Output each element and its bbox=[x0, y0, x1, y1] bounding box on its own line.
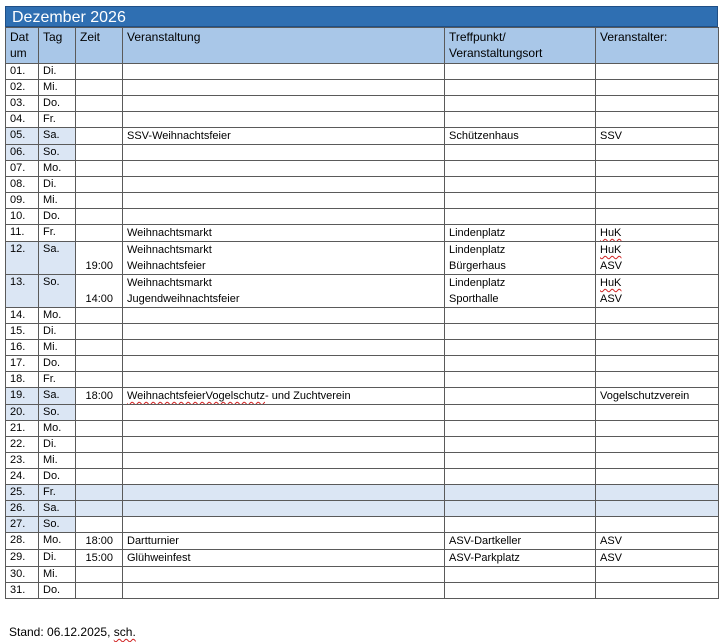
time-cell bbox=[76, 583, 123, 599]
time-cell bbox=[76, 501, 123, 517]
time-cell bbox=[76, 193, 123, 209]
date-cell: 10. bbox=[6, 209, 39, 225]
table-row bbox=[6, 501, 719, 517]
place-cell bbox=[445, 437, 596, 453]
organizer-cell bbox=[596, 583, 719, 599]
event-cell bbox=[123, 388, 445, 405]
date-cell: 25. bbox=[6, 485, 39, 501]
event-line: Jugendweihnachtsfeier bbox=[127, 293, 240, 305]
day-cell: Do. bbox=[39, 96, 76, 112]
date-cell: 15. bbox=[6, 324, 39, 340]
event-cell bbox=[123, 405, 445, 421]
organizer-cell bbox=[596, 145, 719, 161]
date-cell: 20. bbox=[6, 405, 39, 421]
place-cell bbox=[445, 340, 596, 356]
event-cell bbox=[123, 177, 445, 193]
time-cell bbox=[76, 550, 123, 567]
table-row bbox=[6, 550, 719, 567]
place-line: Bürgerhaus bbox=[449, 260, 506, 272]
footer-status bbox=[9, 624, 136, 640]
event-cell bbox=[123, 583, 445, 599]
event-line: WeihnachtsfeierVogelschutz- und Zuchtverein bbox=[127, 390, 351, 402]
organizer-line: HuK bbox=[600, 277, 622, 289]
date-cell: 06. bbox=[6, 145, 39, 161]
table-row bbox=[6, 533, 719, 550]
place-cell bbox=[445, 533, 596, 550]
place-cell bbox=[445, 388, 596, 405]
place-line bbox=[449, 388, 591, 404]
table-row bbox=[6, 437, 719, 453]
organizer-cell bbox=[596, 96, 719, 112]
place-cell bbox=[445, 485, 596, 501]
table-row bbox=[6, 421, 719, 437]
header-datum: Dat um bbox=[6, 28, 39, 64]
time-cell bbox=[76, 453, 123, 469]
time-cell bbox=[76, 437, 123, 453]
event-line: Weihnachtsfeier bbox=[127, 260, 206, 272]
organizer-line: ASV bbox=[600, 552, 623, 564]
date-cell: 28. bbox=[6, 533, 39, 550]
event-cell bbox=[123, 145, 445, 161]
event-cell bbox=[123, 161, 445, 177]
organizer-cell bbox=[596, 567, 719, 583]
date-cell: 03. bbox=[6, 96, 39, 112]
day-cell: Fr. bbox=[39, 112, 76, 128]
time-cell bbox=[76, 421, 123, 437]
table-row bbox=[6, 485, 719, 501]
date-cell: 05. bbox=[6, 128, 39, 145]
date-cell: 11. bbox=[6, 225, 39, 242]
time-line: 19:00 bbox=[85, 260, 113, 272]
time-cell bbox=[76, 533, 123, 550]
table-row bbox=[6, 96, 719, 112]
event-line: Weihnachtsmarkt bbox=[127, 227, 212, 239]
table-row bbox=[6, 161, 719, 177]
place-line: Sporthalle bbox=[449, 293, 499, 305]
organizer-cell bbox=[596, 242, 719, 275]
time-cell bbox=[76, 209, 123, 225]
day-cell: So. bbox=[39, 145, 76, 161]
event-cell bbox=[123, 80, 445, 96]
organizer-cell bbox=[596, 485, 719, 501]
date-cell: 01. bbox=[6, 64, 39, 80]
date-cell: 19. bbox=[6, 388, 39, 405]
time-line bbox=[80, 275, 118, 291]
organizer-line: Vogelschutzverein bbox=[600, 390, 690, 402]
date-cell: 08. bbox=[6, 177, 39, 193]
time-line: 18:00 bbox=[85, 390, 113, 402]
time-line: 18:00 bbox=[85, 535, 113, 547]
header-tag: Tag bbox=[39, 28, 76, 64]
day-cell: Mi. bbox=[39, 453, 76, 469]
day-cell: Di. bbox=[39, 64, 76, 80]
date-cell: 26. bbox=[6, 501, 39, 517]
day-cell: So. bbox=[39, 517, 76, 533]
table-row bbox=[6, 372, 719, 388]
place-cell bbox=[445, 80, 596, 96]
event-cell bbox=[123, 242, 445, 275]
organizer-cell bbox=[596, 340, 719, 356]
day-cell: Di. bbox=[39, 437, 76, 453]
place-line: Lindenplatz bbox=[449, 277, 506, 289]
day-cell: Di. bbox=[39, 550, 76, 567]
time-cell bbox=[76, 405, 123, 421]
place-cell bbox=[445, 405, 596, 421]
day-cell: Mo. bbox=[39, 533, 76, 550]
place-cell bbox=[445, 324, 596, 340]
event-cell bbox=[123, 501, 445, 517]
place-cell bbox=[445, 177, 596, 193]
organizer-cell bbox=[596, 324, 719, 340]
organizer-cell bbox=[596, 533, 719, 550]
place-cell bbox=[445, 501, 596, 517]
event-cell bbox=[123, 128, 445, 145]
organizer-cell bbox=[596, 193, 719, 209]
event-cell bbox=[123, 485, 445, 501]
day-cell: Mi. bbox=[39, 193, 76, 209]
events-table bbox=[5, 27, 719, 599]
time-cell bbox=[76, 177, 123, 193]
table-row bbox=[6, 177, 719, 193]
place-cell bbox=[445, 145, 596, 161]
day-cell: Mi. bbox=[39, 80, 76, 96]
organizer-cell bbox=[596, 388, 719, 405]
event-cell bbox=[123, 469, 445, 485]
day-cell: So. bbox=[39, 275, 76, 308]
day-cell: Mo. bbox=[39, 161, 76, 177]
time-cell bbox=[76, 145, 123, 161]
time-cell bbox=[76, 161, 123, 177]
event-cell bbox=[123, 437, 445, 453]
date-cell: 30. bbox=[6, 567, 39, 583]
time-cell bbox=[76, 80, 123, 96]
event-cell bbox=[123, 533, 445, 550]
time-cell bbox=[76, 469, 123, 485]
event-cell bbox=[123, 421, 445, 437]
organizer-line: SSV bbox=[600, 130, 623, 142]
day-cell: Mi. bbox=[39, 340, 76, 356]
place-cell bbox=[445, 275, 596, 308]
time-line bbox=[80, 242, 118, 258]
table-row bbox=[6, 453, 719, 469]
time-line bbox=[80, 225, 118, 241]
organizer-cell bbox=[596, 501, 719, 517]
calendar-title: Dezember 2026 bbox=[5, 6, 718, 27]
place-line: ASV-Dartkeller bbox=[449, 535, 522, 547]
place-cell bbox=[445, 209, 596, 225]
footer-author: sch. bbox=[113, 625, 136, 639]
place-cell bbox=[445, 517, 596, 533]
event-cell bbox=[123, 517, 445, 533]
table-row bbox=[6, 80, 719, 96]
header-veranstalter: Veranstalter: bbox=[596, 28, 719, 64]
time-line: 14:00 bbox=[85, 293, 113, 305]
event-cell bbox=[123, 453, 445, 469]
organizer-cell bbox=[596, 437, 719, 453]
time-cell bbox=[76, 388, 123, 405]
day-cell: Do. bbox=[39, 209, 76, 225]
date-cell: 02. bbox=[6, 80, 39, 96]
place-cell bbox=[445, 64, 596, 80]
place-cell bbox=[445, 96, 596, 112]
time-cell bbox=[76, 517, 123, 533]
organizer-line: ASV bbox=[600, 535, 623, 547]
place-cell bbox=[445, 308, 596, 324]
table-row bbox=[6, 193, 719, 209]
time-cell bbox=[76, 485, 123, 501]
table-row bbox=[6, 356, 719, 372]
table-row bbox=[6, 517, 719, 533]
day-cell: Mo. bbox=[39, 308, 76, 324]
place-cell bbox=[445, 112, 596, 128]
place-cell bbox=[445, 453, 596, 469]
time-cell bbox=[76, 112, 123, 128]
calendar-sheet bbox=[5, 6, 718, 599]
place-line: ASV-Parkplatz bbox=[449, 552, 520, 564]
date-cell: 31. bbox=[6, 583, 39, 599]
event-cell bbox=[123, 372, 445, 388]
event-cell bbox=[123, 225, 445, 242]
time-cell bbox=[76, 128, 123, 145]
table-body bbox=[6, 64, 719, 599]
header-zeit: Zeit bbox=[76, 28, 123, 64]
event-cell bbox=[123, 308, 445, 324]
place-cell bbox=[445, 567, 596, 583]
day-cell: Do. bbox=[39, 356, 76, 372]
table-row bbox=[6, 567, 719, 583]
place-cell bbox=[445, 193, 596, 209]
organizer-cell bbox=[596, 421, 719, 437]
date-cell: 12. bbox=[6, 242, 39, 275]
event-cell bbox=[123, 193, 445, 209]
place-cell bbox=[445, 242, 596, 275]
date-cell: 17. bbox=[6, 356, 39, 372]
table-row bbox=[6, 308, 719, 324]
time-cell bbox=[76, 242, 123, 275]
date-cell: 14. bbox=[6, 308, 39, 324]
event-line: Weihnachtsmarkt bbox=[127, 277, 212, 289]
date-cell: 23. bbox=[6, 453, 39, 469]
table-row bbox=[6, 324, 719, 340]
table-row bbox=[6, 583, 719, 599]
time-cell bbox=[76, 356, 123, 372]
event-line: Dartturnier bbox=[127, 535, 179, 547]
organizer-cell bbox=[596, 177, 719, 193]
date-cell: 13. bbox=[6, 275, 39, 308]
date-cell: 07. bbox=[6, 161, 39, 177]
place-line: Lindenplatz bbox=[449, 244, 506, 256]
day-cell: Di. bbox=[39, 324, 76, 340]
day-cell: Di. bbox=[39, 177, 76, 193]
organizer-cell bbox=[596, 356, 719, 372]
table-row bbox=[6, 469, 719, 485]
place-cell bbox=[445, 421, 596, 437]
event-cell bbox=[123, 340, 445, 356]
organizer-cell bbox=[596, 80, 719, 96]
organizer-cell bbox=[596, 128, 719, 145]
organizer-line: ASV bbox=[600, 260, 623, 272]
table-row bbox=[6, 388, 719, 405]
event-cell bbox=[123, 567, 445, 583]
organizer-cell bbox=[596, 405, 719, 421]
day-cell: Mi. bbox=[39, 567, 76, 583]
table-row bbox=[6, 275, 719, 308]
day-cell: Mo. bbox=[39, 421, 76, 437]
event-cell bbox=[123, 96, 445, 112]
date-cell: 04. bbox=[6, 112, 39, 128]
organizer-cell bbox=[596, 209, 719, 225]
time-cell bbox=[76, 96, 123, 112]
organizer-cell bbox=[596, 112, 719, 128]
day-cell: Fr. bbox=[39, 485, 76, 501]
table-row bbox=[6, 64, 719, 80]
event-line: Weihnachtsmarkt bbox=[127, 244, 212, 256]
event-cell bbox=[123, 209, 445, 225]
place-cell bbox=[445, 225, 596, 242]
place-cell bbox=[445, 583, 596, 599]
table-row bbox=[6, 405, 719, 421]
organizer-cell bbox=[596, 550, 719, 567]
place-cell bbox=[445, 128, 596, 145]
day-cell: So. bbox=[39, 405, 76, 421]
day-cell: Do. bbox=[39, 583, 76, 599]
event-line: Glühweinfest bbox=[127, 552, 191, 564]
date-cell: 24. bbox=[6, 469, 39, 485]
date-cell: 16. bbox=[6, 340, 39, 356]
event-cell bbox=[123, 64, 445, 80]
day-cell: Do. bbox=[39, 469, 76, 485]
time-cell bbox=[76, 275, 123, 308]
date-cell: 27. bbox=[6, 517, 39, 533]
place-line: Schützenhaus bbox=[449, 130, 519, 142]
table-row bbox=[6, 242, 719, 275]
header-ort: Treffpunkt/ Veranstaltungsort bbox=[445, 28, 596, 64]
day-cell: Fr. bbox=[39, 372, 76, 388]
place-cell bbox=[445, 372, 596, 388]
event-cell bbox=[123, 356, 445, 372]
date-cell: 09. bbox=[6, 193, 39, 209]
time-cell bbox=[76, 225, 123, 242]
day-cell: Sa. bbox=[39, 388, 76, 405]
organizer-cell bbox=[596, 64, 719, 80]
organizer-cell bbox=[596, 453, 719, 469]
organizer-cell bbox=[596, 372, 719, 388]
event-cell bbox=[123, 275, 445, 308]
event-cell bbox=[123, 112, 445, 128]
day-cell: Sa. bbox=[39, 242, 76, 275]
table-row bbox=[6, 340, 719, 356]
organizer-cell bbox=[596, 308, 719, 324]
organizer-cell bbox=[596, 469, 719, 485]
table-row bbox=[6, 225, 719, 242]
time-line: 15:00 bbox=[85, 552, 113, 564]
time-line bbox=[80, 128, 118, 144]
place-cell bbox=[445, 469, 596, 485]
time-cell bbox=[76, 372, 123, 388]
date-cell: 22. bbox=[6, 437, 39, 453]
table-row bbox=[6, 128, 719, 145]
organizer-cell bbox=[596, 225, 719, 242]
header-veranstaltung: Veranstaltung bbox=[123, 28, 445, 64]
table-row bbox=[6, 209, 719, 225]
event-line: SSV-Weihnachtsfeier bbox=[127, 130, 231, 142]
footer-stand: Stand: 06.12.2025, bbox=[9, 625, 114, 639]
date-cell: 21. bbox=[6, 421, 39, 437]
place-cell bbox=[445, 550, 596, 567]
header-row bbox=[6, 28, 719, 64]
organizer-line: HuK bbox=[600, 227, 622, 239]
event-cell bbox=[123, 324, 445, 340]
table-row bbox=[6, 145, 719, 161]
time-cell bbox=[76, 567, 123, 583]
time-cell bbox=[76, 308, 123, 324]
organizer-line: ASV bbox=[600, 293, 623, 305]
day-cell: Fr. bbox=[39, 225, 76, 242]
event-cell bbox=[123, 550, 445, 567]
place-cell bbox=[445, 161, 596, 177]
time-cell bbox=[76, 340, 123, 356]
organizer-line: HuK bbox=[600, 244, 622, 256]
day-cell: Sa. bbox=[39, 128, 76, 145]
table-row bbox=[6, 112, 719, 128]
date-cell: 18. bbox=[6, 372, 39, 388]
date-cell: 29. bbox=[6, 550, 39, 567]
organizer-cell bbox=[596, 161, 719, 177]
organizer-cell bbox=[596, 517, 719, 533]
time-cell bbox=[76, 324, 123, 340]
organizer-cell bbox=[596, 275, 719, 308]
day-cell: Sa. bbox=[39, 501, 76, 517]
place-line: Lindenplatz bbox=[449, 227, 506, 239]
place-cell bbox=[445, 356, 596, 372]
time-cell bbox=[76, 64, 123, 80]
